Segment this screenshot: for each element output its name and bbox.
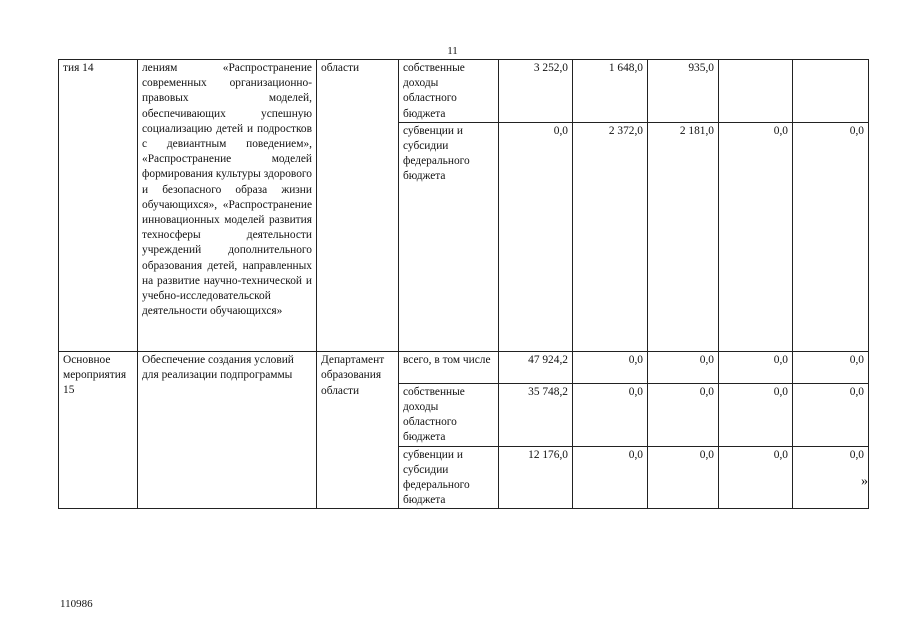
value-cell-4: 0,0 — [719, 446, 793, 509]
value-cell-3: 935,0 — [648, 60, 719, 123]
value-cell-1: 35 748,2 — [499, 383, 573, 446]
funding-source-cell: субвенции и субсидии федерального бюджета — [399, 446, 499, 509]
value-cell-5 — [793, 60, 869, 123]
value-cell-2: 0,0 — [573, 446, 648, 509]
page-number: 11 — [447, 45, 458, 57]
measure-description-cell: Обеспечение создания условий для реализации подпрограммы — [138, 351, 317, 509]
value-cell-5: 0,0 — [793, 446, 869, 509]
funding-source-cell: всего, в том числе — [399, 351, 499, 383]
value-cell-2: 0,0 — [573, 383, 648, 446]
value-cell-2: 2 372,0 — [573, 122, 648, 351]
value-cell-2: 1 648,0 — [573, 60, 648, 123]
value-cell-3: 0,0 — [648, 351, 719, 383]
table-row — [59, 60, 869, 123]
measure-name-cell: Основное мероприятия 15 — [59, 351, 138, 509]
closing-quote: » — [861, 474, 868, 489]
value-cell-3: 0,0 — [648, 446, 719, 509]
funding-source-cell: собственные доходы областного бюджета — [399, 60, 499, 123]
value-cell-1: 3 252,0 — [499, 60, 573, 123]
measure-name-cell: тия 14 — [59, 60, 138, 352]
value-cell-2: 0,0 — [573, 351, 648, 383]
value-cell-3: 2 181,0 — [648, 122, 719, 351]
value-cell-5: 0,0 — [793, 122, 869, 351]
table-row — [59, 351, 869, 383]
value-cell-4: 0,0 — [719, 383, 793, 446]
executor-cell: Департамент образования — [317, 351, 399, 383]
budget-table — [58, 59, 869, 509]
value-cell-4: 0,0 — [719, 351, 793, 383]
executor-cell: области — [317, 60, 399, 352]
value-cell-1: 47 924,2 — [499, 351, 573, 383]
value-cell-1: 0,0 — [499, 122, 573, 351]
value-cell-3: 0,0 — [648, 383, 719, 446]
funding-source-cell: субвенции и субсидии федерального бюджета — [399, 122, 499, 351]
value-cell-4: 0,0 — [719, 122, 793, 351]
value-cell-4 — [719, 60, 793, 123]
funding-source-cell: собственные доходы областного бюджета — [399, 383, 499, 446]
executor-cell: области — [317, 383, 399, 509]
measure-description-cell: лениям «Распространение современных организационно-правовых моделей, обеспечивающих успешную социализацию детей и подростков с девиантным поведением», «Распространение моделей формирования культуры здорового и безопасного образа жизни обучающихся», «Распространение инновационных моделей развития техносферы деятельности учреждений дополнительного образования детей, направленных на развитие научно-технической и учебно-исследовательской деятельности обучающихся» — [138, 60, 317, 352]
value-cell-5: 0,0 — [793, 383, 869, 446]
value-cell-1: 12 176,0 — [499, 446, 573, 509]
value-cell-5: 0,0 — [793, 351, 869, 383]
document-code: 110986 — [60, 598, 93, 610]
